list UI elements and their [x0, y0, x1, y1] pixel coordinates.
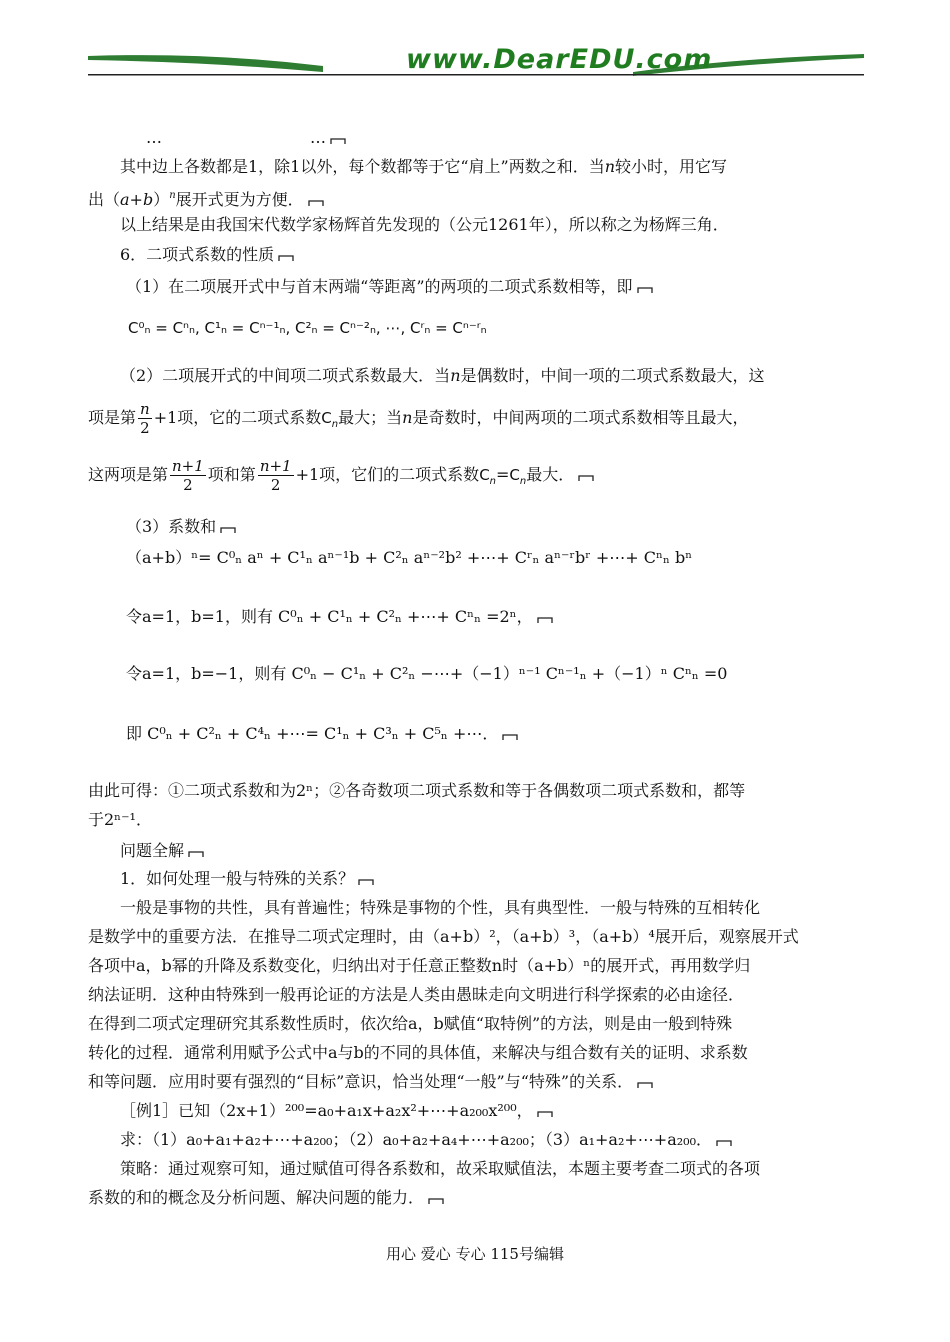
property-2-line2: 项是第 $\frac{n}{2}$ +1项，它的二项式系数$C_n$最大；当n是奇数时，中间两项的二项式系数相等且最大，: [88, 400, 749, 437]
formula-binomial-expansion: （a+b）ⁿ= C⁰ₙ aⁿ + C¹ₙ aⁿ⁻¹b + C²ₙ aⁿ⁻²b² +⋯+ Cʳₙ aⁿ⁻ʳbʳ +⋯+ Cⁿₙ bⁿ: [126, 548, 693, 567]
explanation-line4: 纳法证明．这种由特殊到一般再论证的方法是人类由愚昧走向文明进行科学探索的必由途径．: [88, 985, 745, 1004]
explanation-line3: 各项中a，b幂的升降及系数变化，归纳出对于任意正整数n时（a+b）ⁿ的展开式，再用数学归: [88, 956, 751, 975]
ellipsis-left: …: [146, 128, 162, 147]
page-footer: 用心 爱心 专心 115号编辑: [386, 1245, 564, 1263]
header-banner: [88, 42, 864, 88]
fraction-n-over-2: $\frac{n}{2}$: [140, 400, 150, 437]
example-1-statement: ［例1］已知（2x+1）²⁰⁰=a₀+a₁x+a₂x²+⋯+a₂₀₀x²⁰⁰，: [120, 1101, 553, 1121]
explanation-line5: 在得到二项式定理研究其系数性质时，依次给a，b赋值“取特例”的方法，则是由一般到特殊: [88, 1014, 733, 1033]
formula-sum-all: 令a=1，b=1，则有 C⁰ₙ + C¹ₙ + C²ₙ +⋯+ Cⁿₙ =2ⁿ，: [126, 607, 553, 627]
section-heading-properties: 6．二项式系数的性质: [120, 245, 294, 265]
para-yanghui-1: 其中边上各数都是1，除1以外，每个数都等于它“肩上”两数之和．当n较小时，用它写: [120, 157, 728, 176]
explanation-line2: 是数学中的重要方法．在推导二项式定理时，由（a+b）²，（a+b）³，（a+b）⁴展开后，观察展开式: [88, 927, 799, 946]
para-yanghui-2: 出$(a+b)^n$展开式更为方便．: [88, 186, 324, 210]
formula-symmetry: C⁰ₙ = Cⁿₙ, C¹ₙ = Cⁿ⁻¹ₙ, C²ₙ = Cⁿ⁻²ₙ, ⋯, Cʳₙ = Cⁿ⁻ʳₙ: [128, 319, 487, 337]
property-2-line3: 这两项是第 $\frac{n+1}{2}$ 项和第 $\frac{n+1}{2}$ +1项，它们的二项式系数$C_n=C_n$最大．: [88, 453, 594, 504]
ellipsis-right: …: [310, 128, 346, 148]
question-1-heading: 1．如何处理一般与特殊的关系？: [120, 869, 374, 889]
site-logo[interactable]: www.DearEDU.com: [406, 44, 713, 75]
formula-odd-even-equal: 即 C⁰ₙ + C²ₙ + C⁴ₙ +⋯= C¹ₙ + C³ₙ + C⁵ₙ +⋯．: [126, 724, 518, 744]
section-heading-problems: 问题全解: [120, 841, 204, 861]
property-2-line1: （2）二项展开式的中间项二项式系数最大．当n是偶数时，中间一项的二项式系数最大，这: [120, 366, 765, 385]
strategy-line1: 策略：通过观察可知，通过赋值可得各系数和，故采取赋值法，本题主要考查二项式的各项: [120, 1159, 761, 1178]
explanation-line7: 和等问题．应用时要有强烈的“目标”意识，恰当处理“一般”与“特殊”的关系．: [88, 1072, 653, 1092]
para-yanghui-3: 以上结果是由我国宋代数学家杨辉首先发现的（公元1261年），所以称之为杨辉三角．: [120, 215, 729, 234]
example-1-questions: 求：（1）a₀+a₁+a₂+⋯+a₂₀₀；（2）a₀+a₂+a₄+⋯+a₂₀₀；（3）a₁+a₂+⋯+a₂₀₀．: [120, 1130, 732, 1150]
formula-alternating-sum: 令a=1，b=−1，则有 C⁰ₙ − C¹ₙ + C²ₙ −⋯+（−1）ⁿ⁻¹ Cⁿ⁻¹ₙ +（−1）ⁿ Cⁿₙ =0: [126, 664, 728, 683]
fraction-n-plus-1-over-2: $\frac{n+1}{2}$: [172, 457, 204, 494]
conclusion-line1: 由此可得：①二项式系数和为2ⁿ；②各奇数项二项式系数和等于各偶数项二项式系数和，都等: [88, 781, 746, 800]
explanation-line6: 转化的过程．通常利用赋予公式中a与b的不同的具体值，来解决与组合数有关的证明、求系数: [88, 1043, 748, 1062]
strategy-line2: 系数的和的概念及分析问题、解决问题的能力．: [88, 1188, 444, 1208]
conclusion-line2: 于2ⁿ⁻¹．: [88, 810, 152, 829]
property-3-heading: （3）系数和: [126, 517, 236, 537]
property-1: （1）在二项展开式中与首末两端“等距离”的两项的二项式系数相等，即: [126, 277, 653, 297]
explanation-line1: 一般是事物的共性，具有普遍性；特殊是事物的个性，具有典型性．一般与特殊的互相转化: [120, 898, 761, 917]
